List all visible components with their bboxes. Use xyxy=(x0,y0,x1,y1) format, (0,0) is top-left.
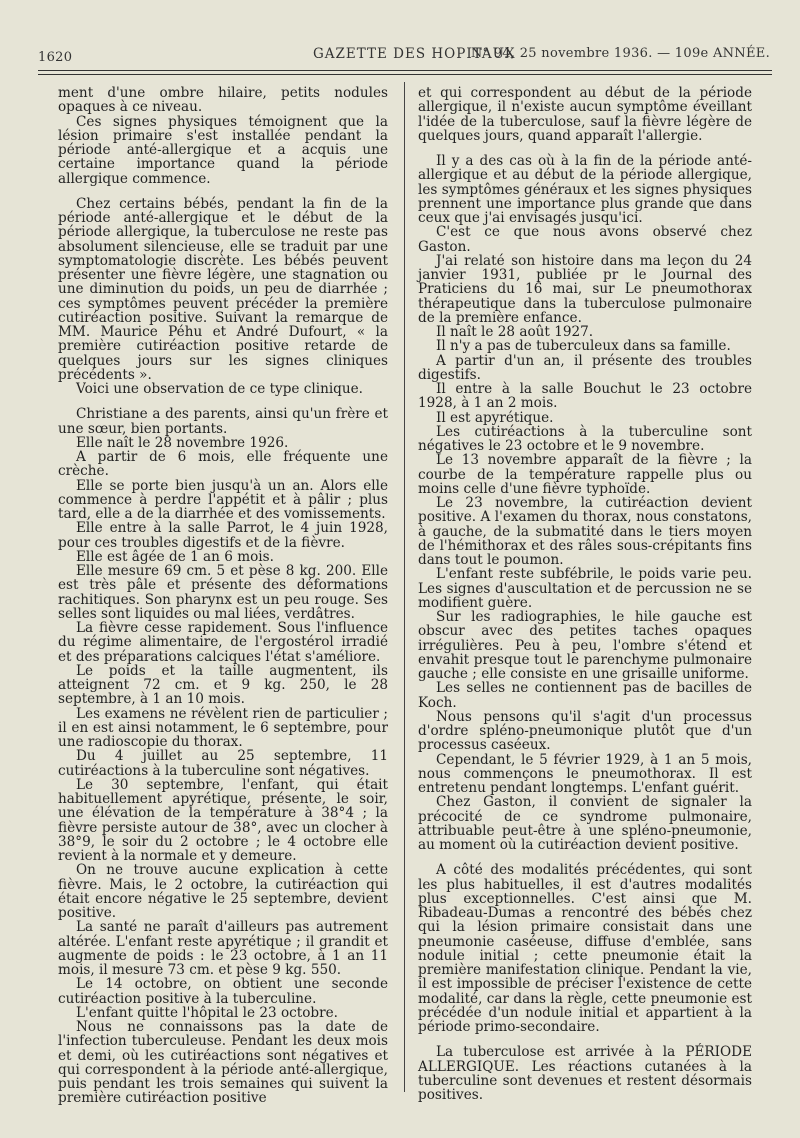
paragraph: Elle mesure 69 cm. 5 et pèse 8 kg. 200. Elle est très pâle et présente des déformations rachitiques. Son pharynx est un peu rouge. Ses selles sont liquides ou mal liées, verdâtres. xyxy=(58,563,388,622)
paragraph: Cependant, le 5 février 1929, à 1 an 5 mois, nous commençons le pneumothorax. Il est entretenu pendant longtemps. L'enfant guérit. xyxy=(418,751,752,796)
paragraph: Elle est âgée de 1 an 6 mois. xyxy=(76,548,274,565)
right-column xyxy=(418,86,752,1102)
paragraph: Chez Gaston, il convient de signaler la précocité de ce syndrome pulmonaire, attribuable peut-être à une spléno-pneumonie, au moment où la cutiréaction devient positive. xyxy=(418,794,752,853)
paragraph: Nous ne connaissons pas la date de l'infection tuberculeuse. Pendant les deux mois et demi, où les cutiréactions sont négatives et qui correspondent à la période anté-allergique, puis pendant les trois semaines qui suivent la première cutiréaction positive xyxy=(58,1019,388,1107)
paragraph: La tuberculose est arrivée à la PÉRIODE ALLERGIQUE. Les réactions cutanées à la tuberculine sont devenues et restent désormais positives. xyxy=(418,1044,752,1103)
paragraph: Le 14 octobre, on obtient une seconde cutiréaction positive à la tuberculine. xyxy=(58,976,388,1007)
issue-info: N° 94, 25 novembre 1936. — 109e ANNÉE. xyxy=(470,46,770,61)
paragraph: Le 23 novembre, la cutiréaction devient positive. A l'examen du thorax, nous constatons, à gauche, de la submatité dans le tiers moyen de l'hémithorax et des râles sous-crépitants fins dans tout le poumon. xyxy=(418,495,752,568)
paragraph: Les cutiréactions à la tuberculine sont négatives le 23 octobre et le 9 novembre. xyxy=(418,423,752,454)
paragraph: Christiane a des parents, ainsi qu'un frère et une sœur, bien portants. xyxy=(58,406,388,437)
paragraph: Il entre à la salle Bouchut le 23 octobre 1928, à 1 an 2 mois. xyxy=(418,381,752,412)
paragraph: Il est apyrétique. xyxy=(436,409,554,426)
left-column xyxy=(58,86,388,1106)
paragraph: A partir de 6 mois, elle fréquente une crèche. xyxy=(58,449,388,480)
paragraph: ment d'une ombre hilaire, petits nodules opaques à ce niveau. xyxy=(58,85,388,116)
journal-title: GAZETTE DES HOPITAUX xyxy=(313,46,516,62)
paragraph: La fièvre cesse rapidement. Sous l'influence du régime alimentaire, de l'ergostérol irradié et des préparations calciques l'état s'améliore. xyxy=(58,620,388,665)
paragraph: Les examens ne révèlent rien de particulier ; il en est ainsi notamment, le 6 septembre, pour une radioscopie du thorax. xyxy=(58,705,388,750)
paragraph: Le 30 septembre, l'enfant, qui était habituellement apyrétique, présente, le soir, une élévation de la température à 38°4 ; la fièvre persiste autour de 38°, avec un clocher à 38°9, le soir du 2 octobre ; le 4 octobre elle revient à la normale et y demeure. xyxy=(58,776,388,864)
paragraph: Nous pensons qu'il s'agit d'un processus d'ordre spléno-pneumonique plutôt que d'un processus caséeux. xyxy=(418,708,752,754)
column-divider xyxy=(404,82,405,1092)
paragraph: Voici une observation de ce type clinique. xyxy=(76,381,364,397)
paragraph: Sur les radiographies, le hile gauche est obscur avec des petites taches opaques irrégulières. Peu à peu, l'ombre s'étend et envahit presque tout le parenchyme pulmonaire gauche ; elle consiste en une grisaille uniforme. xyxy=(418,609,752,682)
paragraph: Ces signes physiques témoignent que la lésion primaire s'est installée pendant la période anté-allergique et a acquis une certaine importance quand la période allergique commence. xyxy=(58,113,388,187)
paragraph: J'ai relaté son histoire dans ma leçon du 24 janvier 1931, publiée pr le Journal des Praticiens du 16 mai, sur Le pneumothorax thérapeutique dans la tuberculose pulmonaire de la première enfance. xyxy=(418,252,752,326)
paragraph: On ne trouve aucune explication à cette fièvre. Mais, le 2 octobre, la cutiréaction qui était encore négative le 25 septembre, devient positive. xyxy=(58,862,388,921)
paragraph: L'enfant quitte l'hôpital le 23 octobre. xyxy=(76,1004,338,1021)
paragraph: C'est ce que nous avons observé chez Gaston. xyxy=(418,224,752,255)
paragraph: La santé ne paraît d'ailleurs pas autrement altérée. L'enfant reste apyrétique ; il grandit et augmente de poids : le 23 octobre, à 1 an 11 mois, il mesure 73 cm. et pèse 9 kg. 550. xyxy=(58,919,388,978)
paragraph: Du 4 juillet au 25 septembre, 11 cutiréactions à la tuberculine sont négatives. xyxy=(58,748,388,779)
paragraph: Il n'y a pas de tuberculeux dans sa famille. xyxy=(436,338,731,355)
paragraph: Les selles ne contiennent pas de bacilles de Koch. xyxy=(418,680,752,711)
page-number: 1620 xyxy=(38,50,73,65)
paragraph: Elle entre à la salle Parrot, le 4 juin 1928, pour ces troubles digestifs et de la fièvre. xyxy=(58,520,388,551)
paragraph: Il y a des cas où à la fin de la période anté-allergique et au début de la période allergique, les symptômes généraux et les signes physiques prennent une importance plus grande que dans ceux que j'ai envisagés jusqu'ici. xyxy=(418,153,752,226)
paragraph: Il naît le 28 août 1927. xyxy=(436,324,594,340)
paragraph: Elle se porte bien jusqu'à un an. Alors elle commence à perdre l'appétit et à pâlir ; plus tard, elle a de la diarrhée et des vomissements. xyxy=(58,477,388,522)
paragraph: Chez certains bébés, pendant la fin de la période anté-allergique et le début de la période allergique, la tuberculose ne reste pas absolument silencieuse, elle se traduit par une symptomatologie discrète. Les bébés peuvent présenter une fièvre légère, une stagnation ou une diminution du poids, un peu de diarrhée ; ces symptômes peuvent précéder la première cutiréaction positive. Suivant la remarque de MM. Maurice Péhu et André Dufourt, « la première cutiréaction positive retarde de quelques jours sur les signes cliniques précédents ». xyxy=(58,195,388,383)
paragraph: Le poids et la taille augmentent, ils atteignent 72 cm. et 9 kg. 250, le 28 septembre, à 1 an 10 mois. xyxy=(58,662,388,708)
paragraph: A côté des modalités précédentes, qui sont les plus habituelles, il est d'autres modalités plus exceptionnelles. C'est ainsi que M. Ribadeau-Dumas a rencontré des bébés chez qui la lésion primaire consistait dans une pneumonie caséeuse, diffuse d'emblée, sans nodule initial ; cette pneumonie était la première manifestation clinique. Pendant la vie, il est impossible de préciser l'existence de cette modalité, car dans la règle, cette pneumonie est précédée d'un nodule initial et appartient à la période primo-secondaire. xyxy=(418,862,752,1035)
paragraph: L'enfant reste subfébrile, le poids varie peu. Les signes d'auscultation et de percussion ne se modifient guère. xyxy=(418,566,752,611)
page-header xyxy=(38,44,770,70)
paragraph: A partir d'un an, il présente des troubles digestifs. xyxy=(418,352,752,383)
paragraph: et qui correspondent au début de la période allergique, il n'existe aucun symptôme éveillant l'idée de la tuberculose, sauf la fièvre légère de quelques jours, quand apparaît l'allergie. xyxy=(418,85,752,144)
header-rule-secondary xyxy=(38,74,772,75)
header-rule xyxy=(38,70,772,71)
paragraph: Elle naît le 28 novembre 1926. xyxy=(76,434,289,451)
paragraph: Le 13 novembre apparaît de la fièvre ; la courbe de la température rappelle plus ou moins celle d'une fièvre typhoïde. xyxy=(418,452,752,497)
